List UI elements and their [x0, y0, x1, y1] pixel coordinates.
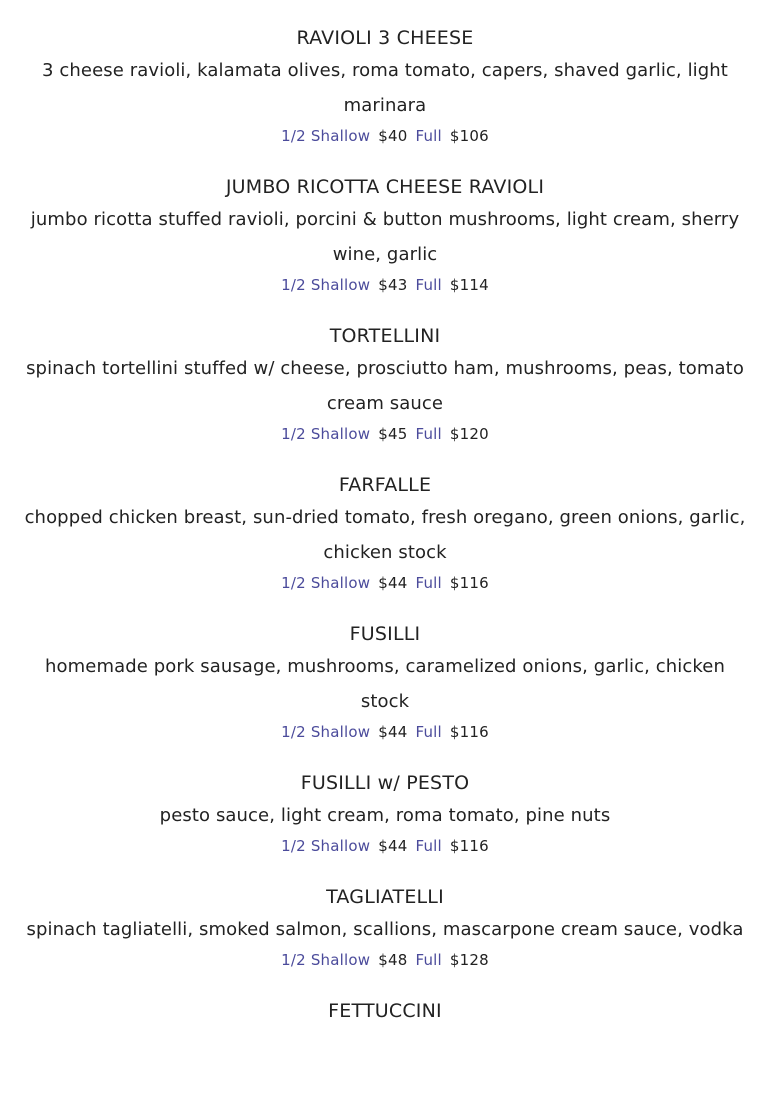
full-portion-label: Full: [415, 723, 442, 741]
menu-item: [0, 768, 770, 860]
half-portion-label: 1/2 Shallow: [281, 425, 371, 443]
half-portion-label: 1/2 Shallow: [281, 574, 371, 592]
item-description: chopped chicken breast, sun-dried tomato, fresh oregano, green onions, garlic, chicken stock: [24, 507, 746, 563]
price-line: [0, 272, 770, 299]
full-portion-price: $128: [449, 951, 489, 969]
half-portion-label: 1/2 Shallow: [281, 127, 371, 145]
item-title: FUSILLI w/ PESTO: [300, 772, 470, 794]
full-portion-price: $116: [449, 574, 489, 592]
half-portion-label: 1/2 Shallow: [281, 837, 371, 855]
item-title: TORTELLINI: [329, 325, 441, 347]
item-description: homemade pork sausage, mushrooms, caramelized onions, garlic, chicken stock: [45, 656, 725, 712]
full-portion-price: $120: [449, 425, 489, 443]
full-portion-label: Full: [415, 574, 442, 592]
item-description: pesto sauce, light cream, roma tomato, pine nuts: [159, 805, 611, 826]
full-portion-price: $116: [449, 723, 489, 741]
half-portion-price: $40: [378, 127, 408, 145]
price-line: [0, 719, 770, 746]
full-portion-label: Full: [415, 951, 442, 969]
item-title: TAGLIATELLI: [326, 886, 444, 908]
menu-item: [0, 996, 770, 1026]
full-portion-price: $114: [449, 276, 489, 294]
full-portion-price: $116: [449, 837, 489, 855]
price-line: [0, 123, 770, 150]
price-line: [0, 421, 770, 448]
menu-item: [0, 470, 770, 597]
item-description: 3 cheese ravioli, kalamata olives, roma tomato, capers, shaved garlic, light marinara: [42, 60, 728, 116]
half-portion-label: 1/2 Shallow: [281, 276, 371, 294]
item-title: FUSILLI: [349, 623, 421, 645]
half-portion-price: $44: [378, 837, 408, 855]
half-portion-label: 1/2 Shallow: [281, 951, 371, 969]
menu-item: [0, 23, 770, 150]
price-line: [0, 947, 770, 974]
price-line: [0, 570, 770, 597]
full-portion-label: Full: [415, 425, 442, 443]
menu-list: [0, 23, 770, 1048]
half-portion-price: $48: [378, 951, 408, 969]
item-description: jumbo ricotta stuffed ravioli, porcini & button mushrooms, light cream, sherry wine, garlic: [30, 209, 740, 265]
half-portion-price: $43: [378, 276, 408, 294]
menu-item: [0, 321, 770, 448]
half-portion-price: $44: [378, 723, 408, 741]
half-portion-price: $44: [378, 574, 408, 592]
item-title: JUMBO RICOTTA CHEESE RAVIOLI: [225, 176, 545, 198]
full-portion-label: Full: [415, 276, 442, 294]
item-title: FARFALLE: [338, 474, 432, 496]
full-portion-label: Full: [415, 837, 442, 855]
half-portion-label: 1/2 Shallow: [281, 723, 371, 741]
menu-item: [0, 619, 770, 746]
menu-item: [0, 882, 770, 974]
full-portion-label: Full: [415, 127, 442, 145]
full-portion-price: $106: [449, 127, 489, 145]
item-title: RAVIOLI 3 CHEESE: [296, 27, 474, 49]
item-description: spinach tagliatelli, smoked salmon, scallions, mascarpone cream sauce, vodka: [26, 919, 744, 940]
menu-item: [0, 172, 770, 299]
price-line: [0, 833, 770, 860]
item-title: FETTUCCINI: [328, 1000, 442, 1022]
item-description: spinach tortellini stuffed w/ cheese, prosciutto ham, mushrooms, peas, tomato cream sauce: [26, 358, 744, 414]
half-portion-price: $45: [378, 425, 408, 443]
